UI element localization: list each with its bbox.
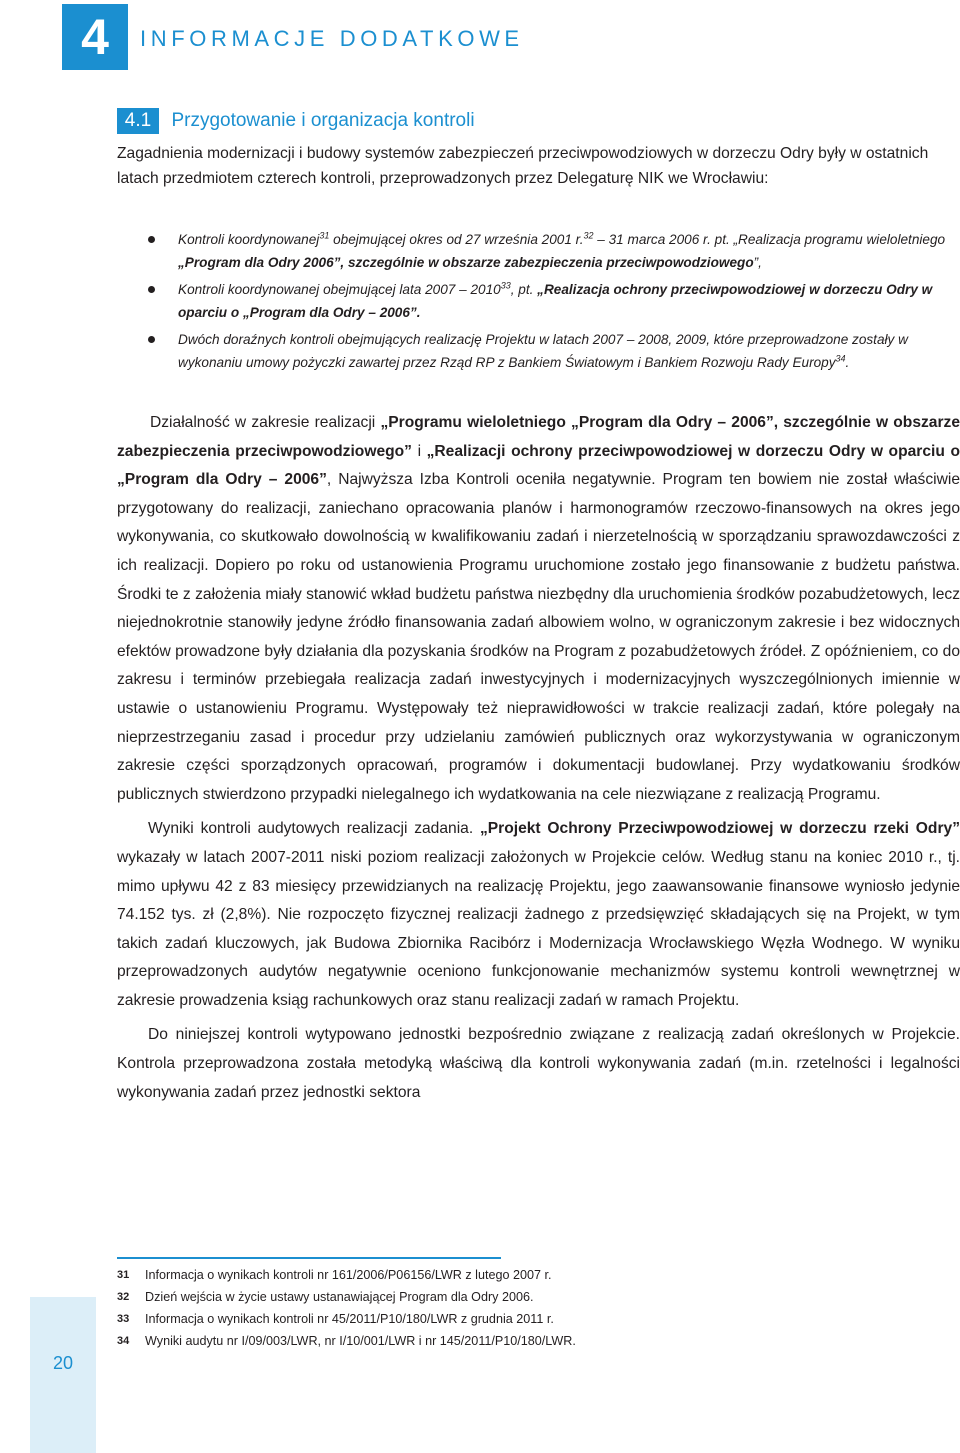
footnote-divider — [117, 1257, 501, 1259]
intro-paragraph — [117, 141, 957, 191]
section-heading — [117, 108, 475, 134]
paragraph-audit-results: Wyniki kontroli audytowych realizacji zadania. „Projekt Ochrony Przeciwpowodziowej w dorzeczu rzeki Odry” wykazały w latach 2007-2011 niski poziom realizacji założonych w Projekcie celów. Według stanu na koniec 2010 r., tj. mimo upływu 42 z 83 miesięcy przewidzianych na realizację Projektu, jego zaawansowanie finansowe wyniosło jedynie 74.152 tys. zł (2,8%). Nie rozpoczęto fizycznej realizacji żadnego z przedsięwzięć składających się na Projekt, w tym takich zadań kluczowych, jak Budowa Zbiornika Racibórz i Modernizacja Wrocławskiego Węzła Wodnego. W wyniku przeprowadzonych audytów negatywnie oceniono funkcjonowanie mechanizmów systemu kontroli wewnętrznej w zakresie prowadzenia ksiąg rachunkowych oraz stanu realizacji zadań w ramach Projektu. — [117, 820, 960, 1009]
page-number-box — [30, 1297, 96, 1453]
bullet-icon — [148, 286, 155, 293]
body-text — [117, 409, 960, 1113]
footnotes — [117, 1264, 937, 1352]
page-number: 20 — [52, 1353, 74, 1373]
control-list — [148, 228, 960, 378]
section-title: Przygotowanie i organizacja kontroli — [171, 110, 475, 131]
bullet-icon — [148, 336, 155, 343]
footnote: 34 Wyniki audytu nr I/09/003/LWR, nr I/10/001/LWR i nr 145/2011/P10/180/LWR. — [117, 1334, 576, 1348]
footnote: 33 Informacja o wynikach kontroli nr 45/2011/P10/180/LWR z grudnia 2011 r. — [117, 1312, 554, 1326]
chapter-title: INFORMACJE DODATKOWE — [140, 26, 524, 51]
list-item: Kontroli koordynowanej$^{31}$ obejmującej okres od 27 września 2001 r.$^{32}$ – 31 marca 2006 r. pt. „Realizacja programu wieloletniego „Program dla Odry 2006”, szczególnie w obszarze zabezpieczenia przeciwpowodziowego”, — [148, 228, 960, 274]
footnote: 31 Informacja o wynikach kontroli nr 161/2006/P06156/LWR z lutego 2007 r. — [117, 1268, 552, 1282]
paragraph-assessment: Działalność w zakresie realizacji „Programu wieloletniego „Program dla Odry – 2006”, szczególnie w obszarze zabezpieczenia przeciwpowodziowego” i „Realizacji ochrony przeciwpowodziowej w dorzeczu Odry w oparciu o „Program dla Odry – 2006”, Najwyższa Izba Kontroli oceniła negatywnie. Program ten bowiem nie został właściwie przygotowany do realizacji, zaniechano opracowania planów i harmonogramów rzeczowo-finansowych na okres jego wykonywania, co skutkowało dowolnością w kwalifikowaniu zadań i nierzetelnością w sporządzaniu sprawozdawczości z ich realizacji. Dopiero po roku od ustanowienia Programu uruchomione zostało jego finansowanie z budżetu państwa. Środki te z założenia miały stanowić wkład budżetu państwa niezbędny dla uruchomienia środków pozabudżetowych, lecz niejednokrotnie stanowiły jedyne źródło finansowania zadań albowiem wolno, w ograniczonym zakresie i bez widocznych efektów prowadzone były działania dla pozyskania środków na Program z pozabudżetowych źródeł. Z opóźnieniem, co do zakresu i terminów przebiegała realizacja zadań inwestycyjnych i modernizacyjnych wyszczególnionych imiennie w ustawie o ustanowieniu Programu. Występowały też nieprawidłowości w trakcie realizacji zadań, które polegały na nieprzestrzeganiu zasad i procedur przy udzielaniu zamówień publicznych oraz wykorzystywania w ograniczonym zakresie części sporządzonych opracowań, programów i dokumentacji budowlanej. Przy wydatkowaniu środków publicznych stwierdzono przypadki nielegalnego ich wydatkowania na cele niezwiązane z realizacją Programu. — [117, 414, 960, 803]
intro-text: Zagadnienia modernizacji i budowy systemów zabezpieczeń przeciwpowodziowych w dorzeczu Odry były w ostatnich latach przedmiotem czterech kontroli, przeprowadzonych przez Delegaturę NIK we Wrocławiu: — [117, 145, 929, 187]
list-item: Dwóch doraźnych kontroli obejmujących realizację Projektu w latach 2007 – 2008, 2009, które przeprowadzone zostały w wykonaniu umowy pożyczki zawartej przez Rząd RP z Bankiem Światowym i Bankiem Rozwoju Rady Europy$^{34}$. — [148, 328, 960, 374]
bullet-icon — [148, 236, 155, 243]
footnote: 32 Dzień wejścia w życie ustawy ustanawiającej Program dla Odry 2006. — [117, 1290, 534, 1304]
chapter-number-box: 4 — [62, 4, 128, 70]
paragraph-selection: Do niniejszej kontroli wytypowano jednostki bezpośrednio związane z realizacją zadań określonych w Projekcie. Kontrola przeprowadzona została metodyką właściwą dla kontroli wykonywania zadań (m.in. rzetelności i legalności wykonywania zadań przez jednostki sektora — [117, 1026, 960, 1101]
list-item: Kontroli koordynowanej obejmującej lata 2007 – 2010$^{33}$, pt. „Realizacja ochrony przeciwpowodziowej w dorzeczu Odry w oparciu o „Program dla Odry – 2006”. — [148, 278, 960, 324]
section-number: 4.1 — [117, 108, 159, 134]
